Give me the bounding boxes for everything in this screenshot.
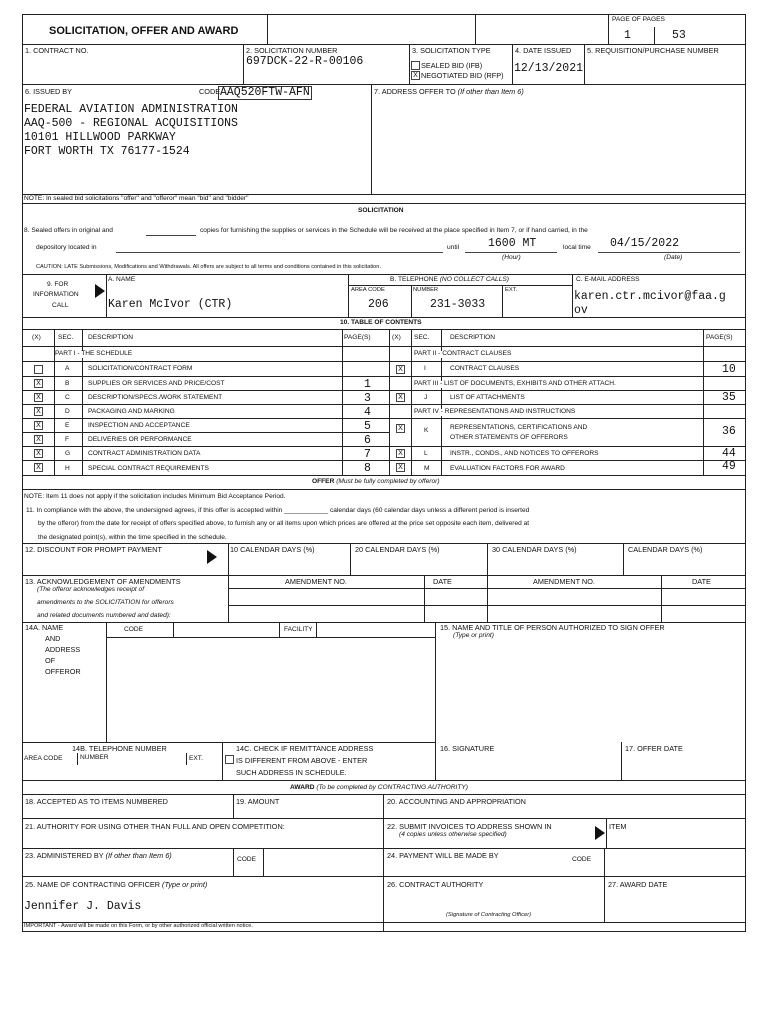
discount-30-days: 30 CALENDAR DAYS (%) [492,545,577,554]
date-header-1: DATE [433,577,452,586]
toc-sec-j: J [424,394,428,401]
caution-text: CAUTION: LATE Submissions, Modifications and Withdrawals. All offers are subject to all terms and conditions contained in this solicitation. [36,264,381,270]
toc-sec-c: C [65,394,70,401]
offeror-code-label: CODE [124,626,144,633]
area-code: 206 [368,298,389,311]
item20-label: 20. ACCOUNTING AND APPROPRIATION [387,797,526,806]
discount-label: 12. DISCOUNT FOR PROMPT PAYMENT [25,545,162,554]
toc-checkbox-d[interactable]: X [34,407,43,416]
award-heading: AWARD (To be completed by CONTRACTING AUTHORITY) [290,784,468,791]
local-time-label: local time [563,244,591,251]
item8-line1b: copies for furnishing the supplies or services in the Schedule will be received at the place specified in Item 7, or if hand carried, in the [200,227,588,234]
toc-sec-i: I [424,365,426,372]
name-label: A. NAME [108,276,136,283]
offeror-label-4: OF [45,656,56,665]
toc-sec-b: B [65,380,70,387]
offeror-label-2: AND [45,634,61,643]
remit-label-1: 14C. CHECK IF REMITTANCE ADDRESS [236,744,374,753]
toc-part-2: PART II - CONTRACT CLAUSES [414,350,512,357]
contact-name: Karen McIvor (CTR) [108,298,233,311]
toc-desc-e: INSPECTION AND ACCEPTANCE [88,422,190,429]
toc-checkbox-j[interactable]: X [396,393,405,402]
toc-page-f: 6 [364,434,371,447]
toc-heading: 10. TABLE OF CONTENTS [340,319,422,326]
remit-label-3: SUCH ADDRESS IN SCHEDULE. [236,768,347,777]
toc-checkbox-a[interactable] [34,365,43,374]
toc-checkbox-l[interactable]: X [396,449,405,458]
item25-label: 25. NAME OF CONTRACTING OFFICER (Type or print) [25,880,208,889]
arrow-right-icon [95,284,105,298]
authorized-signer-note: (Type or print) [453,632,494,639]
toc-desc-m: EVALUATION FACTORS FOR AWARD [450,465,565,472]
telephone-label: B. TELEPHONE (NO COLLECT CALLS) [390,276,509,283]
item19-label: 19. AMOUNT [236,797,280,806]
toc-desc-g: CONTRACT ADMINISTRATION DATA [88,450,201,457]
toc-desc-k-2: OTHER STATEMENTS OF OFFERORS [450,434,568,441]
amendment-no-header-2: AMENDMENT NO. [533,577,595,586]
authorized-signer-label: 15. NAME AND TITLE OF PERSON AUTHORIZED TO SIGN OFFER [440,623,665,632]
email-line-2: ov [574,305,588,316]
item8-depository: depository located in [36,244,97,251]
until-label: until [447,244,460,251]
toc-page-k: 36 [722,425,736,438]
toc-part-3: PART III - LIST OF DOCUMENTS, EXHIBITS AND OTHER ATTACH. [414,380,616,387]
toc-checkbox-g[interactable]: X [34,449,43,458]
area-code-label: AREA CODE [351,287,385,293]
ext-label: EXT. [505,287,518,293]
ack-note-3: and related documents numbered and dated): [37,612,171,619]
ack-note-2: amendments to the SOLICITATION for offerors [37,599,174,606]
issued-by-label: 6. ISSUED BY [25,87,73,96]
hour-caption: (Hour) [502,254,521,261]
issuer-address-line-3: 10101 HILLWOOD PARKWAY [24,131,176,144]
discount-10-days: 10 CALENDAR DAYS (%) [230,545,315,554]
toc-checkbox-k[interactable]: X [396,424,405,433]
item22-label: 22. SUBMIT INVOICES TO ADDRESS SHOWN IN [387,822,552,831]
toc-desc-f: DELIVERIES OR PERFORMANCE [88,436,192,443]
toc-col-desc: DESCRIPTION [88,334,134,341]
item21-label: 21. AUTHORITY FOR USING OTHER THAN FULL AND OPEN COMPETITION: [25,822,285,831]
arrow-right-icon [207,550,217,564]
toc-page-d: 4 [364,406,371,419]
toc-sec-k: K [424,427,429,434]
toc-col-x-right: (X) [392,334,401,341]
note-item-11: NOTE: Item 11 does not apply if the solicitation includes Minimum Bid Acceptance Period. [24,493,286,500]
toc-desc-k-1: REPRESENTATIONS, CERTIFICATIONS AND [450,424,588,431]
toc-checkbox-h[interactable]: X [34,463,43,472]
offeror-label-1: 14A. NAME [25,623,64,632]
item27-label: 27. AWARD DATE [608,880,668,889]
offeror-number-label: NUMBER [80,754,109,761]
toc-sec-f: F [65,436,70,443]
toc-part-4: PART IV - REPRESENTATIONS AND INSTRUCTIONS [414,408,576,415]
address-offer-label: 7. ADDRESS OFFER TO (If other than Item 6) [374,87,524,96]
sealed-bid-note: NOTE: In sealed bid solicitations "offer" and "offeror" mean "bid" and "bidder" [24,195,249,202]
negotiated-bid-label: NEGOTIATED BID (RFP) [421,71,504,80]
issued-code: AAQ520FTW-AFN [220,86,310,99]
date-caption: (Date) [664,254,683,261]
toc-desc-c: DESCRIPTION/SPECS./WORK STATEMENT [88,394,223,401]
item24-label: 24. PAYMENT WILL BE MADE BY [387,851,499,860]
toc-desc-a: SOLICITATION/CONTRACT FORM [88,365,193,372]
toc-checkbox-c[interactable]: X [34,393,43,402]
toc-page-g: 7 [364,448,371,461]
offeror-label-5: OFFEROR [45,667,81,676]
date-header-2: DATE [692,577,711,586]
for-info-3: CALL [52,302,69,309]
toc-sec-e: E [65,422,70,429]
remit-label-2: IS DIFFERENT FROM ABOVE - ENTER [236,756,368,765]
toc-checkbox-f[interactable]: X [34,435,43,444]
toc-desc-h: SPECIAL CONTRACT REQUIREMENTS [88,465,209,472]
item23-label: 23. ADMINISTERED BY (If other than Item 6) [25,851,172,860]
date-issued-label: 4. DATE ISSUED [515,46,572,55]
offeror-label-3: ADDRESS [45,645,81,654]
toc-page-i: 10 [722,363,736,376]
toc-page-c: 3 [364,392,371,405]
total-pages: 53 [672,29,686,42]
toc-col-sec-right: SEC. [414,334,430,341]
toc-sec-d: D [65,408,70,415]
item18-label: 18. ACCEPTED AS TO ITEMS NUMBERED [25,797,168,806]
issuer-address-line-4: FORT WORTH TX 76177-1524 [24,145,190,158]
contract-no-label: 1. CONTRACT NO. [25,46,89,55]
offeror-area-code-label: AREA CODE [24,755,63,762]
toc-col-x: (X) [32,334,41,341]
email-line-1: karen.ctr.mcivor@faa.g [574,290,726,303]
toc-desc-j: LIST OF ATTACHMENTS [450,394,525,401]
toc-desc-l: INSTR., CONDS., AND NOTICES TO OFFERORS [450,450,599,457]
toc-sec-m: M [424,465,430,472]
toc-col-pages: PAGE(S) [344,334,371,341]
toc-part-1: PART I - THE SCHEDULE [55,351,135,358]
issuer-address-line-2: AAQ-500 - REGIONAL ACQUISITIONS [24,117,238,130]
date-issued: 12/13/2021 [514,62,584,75]
issued-code-label: CODE [199,87,221,96]
toc-sec-a: A [65,365,70,372]
facility-label: FACILITY [284,626,313,633]
toc-sec-l: L [424,450,428,457]
toc-desc-b: SUPPLIES OR SERVICES AND PRICE/COST [88,380,225,387]
toc-col-desc-right: DESCRIPTION [450,334,496,341]
toc-page-e: 5 [364,420,371,433]
phone-number: 231-3033 [430,298,486,311]
issuer-address-line-1: FEDERAL AVIATION ADMINISTRATION [24,103,238,116]
discount-calendar-days: CALENDAR DAYS (%) [628,545,703,554]
offer-heading: OFFER (Must be fully completed by offeror) [312,478,440,485]
form-title: SOLICITATION, OFFER AND AWARD [49,25,239,37]
due-hour: 1600 MT [488,237,537,250]
item22-item-label: ITEM [609,822,627,831]
toc-sec-h: H [65,465,70,472]
discount-20-days: 20 CALENDAR DAYS (%) [355,545,440,554]
toc-checkbox-m[interactable]: X [396,463,405,472]
number-label: NUMBER [413,287,439,293]
signature-label: 16. SIGNATURE [440,744,495,753]
offeror-telephone-label: 14B. TELEPHONE NUMBER [72,744,167,753]
signature-note: (Signature of Contracting Officer) [446,912,532,918]
toc-page-h: 8 [364,462,371,475]
ack-amendments-label: 13. ACKNOWLEDGEMENT OF AMENDMENTS [25,577,181,586]
item24-code-label: CODE [572,856,592,863]
toc-page-b: 1 [364,378,371,391]
offeror-ext-label: EXT. [189,755,203,762]
solicitation-heading: SOLICITATION [358,207,404,214]
ack-note-1: (The offeror acknowledges receipt of [37,586,145,593]
item26-label: 26. CONTRACT AUTHORITY [387,880,484,889]
negotiated-bid-checkbox[interactable]: X [411,71,420,80]
item22-note: (4 copies unless otherwise specified) [399,831,507,838]
offer-date-label: 17. OFFER DATE [625,744,683,753]
for-info-2: INFORMATION [33,291,79,298]
toc-page-m: 49 [722,460,736,473]
solicitation-type-label: 3. SOLICITATION TYPE [412,46,491,55]
due-date: 04/15/2022 [610,237,680,250]
sealed-bid-checkbox[interactable] [411,61,420,70]
item8-line1a: 8. Sealed offers in original and [24,227,113,234]
solicitation-number: 697DCK-22-R-00106 [246,55,364,68]
page-of-pages-label: PAGE OF PAGES [612,16,665,23]
for-info-1: 9. FOR [47,281,69,288]
toc-checkbox-e[interactable]: X [34,421,43,430]
page-number: 1 [624,29,631,42]
toc-checkbox-b[interactable]: X [34,379,43,388]
toc-desc-i: CONTRACT CLAUSES [450,365,520,372]
amendment-no-header-1: AMENDMENT NO. [285,577,347,586]
email-label: C. E-MAIL ADDRESS [576,276,640,283]
toc-checkbox-i[interactable]: X [396,365,405,374]
item11-line3: the designated point(s), within the time specified in the schedule. [38,534,227,541]
toc-col-sec: SEC. [58,334,74,341]
important-note: IMPORTANT - Award will be made on this Form, or by other authorized official written notice. [24,923,253,929]
contracting-officer-name: Jennifer J. Davis [24,900,142,913]
item23-code-label: CODE [237,856,257,863]
item11-line1: 11. In compliance with the above, the undersigned agrees, if this offer is accepted within ____________ calendar days (60 calendar days unless a different period is inserted [26,507,530,514]
toc-sec-g: G [65,450,71,457]
sealed-bid-label: SEALED BID (IFB) [421,61,483,70]
arrow-right-icon [595,826,605,840]
toc-page-l: 44 [722,447,736,460]
toc-desc-d: PACKAGING AND MARKING [88,408,175,415]
toc-col-pages-right: PAGE(S) [706,334,733,341]
item11-line2: by the offeror) from the date for receipt of offers specified above, to furnish any or all items upon which prices are offered at the price set opposite each item, delivered at [38,520,530,527]
remittance-checkbox[interactable] [225,755,234,764]
toc-page-j: 35 [722,391,736,404]
solicitation-number-label: 2. SOLICITATION NUMBER [246,46,338,55]
requisition-label: 5. REQUISITION/PURCHASE NUMBER [587,46,719,55]
